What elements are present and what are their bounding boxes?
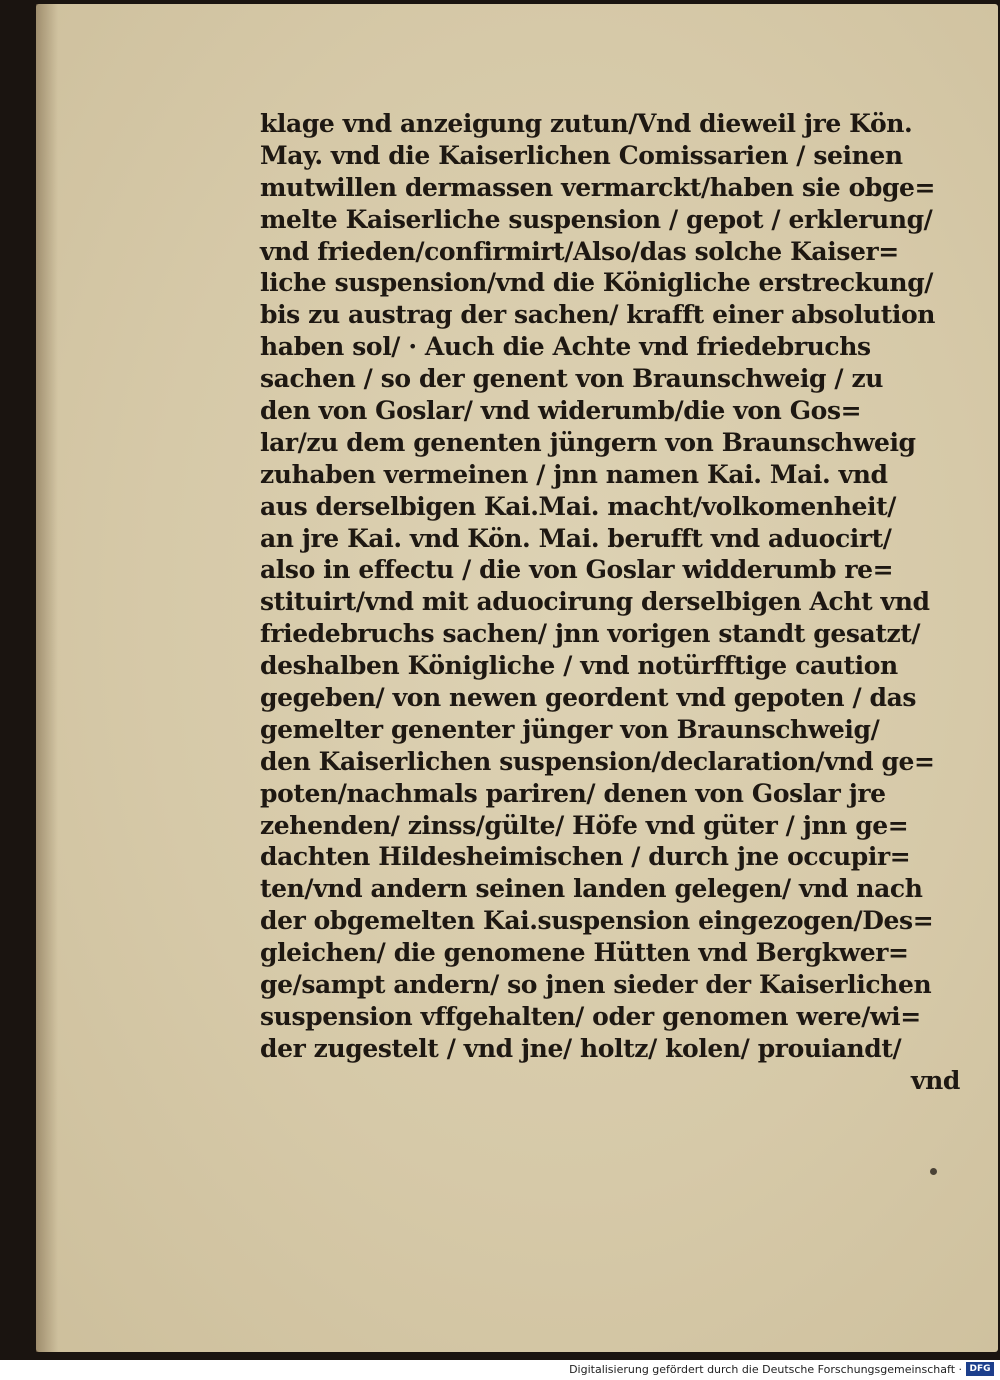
- text-line: gleichen/ die genomene Hütten vnd Bergkwer=: [260, 938, 909, 968]
- text-line: liche suspension/vnd die Königliche erstreckung/: [260, 268, 934, 298]
- funding-credit: Digitalisierung gefördert durch die Deutsche Forschungsgemeinschaft ·: [569, 1363, 962, 1376]
- text-line: zehenden/ zinss/gülte/ Höfe vnd güter / jnn ge=: [260, 810, 909, 840]
- catchword: vnd: [911, 1065, 960, 1095]
- text-line: stituirt/vnd mit aduocirung derselbigen Acht vnd: [260, 587, 930, 617]
- text-line: den Kaiserlichen suspension/declaration/vnd ge=: [260, 746, 935, 776]
- text-line: klage vnd anzeigung zutun/Vnd dieweil jre Kön.: [260, 109, 913, 138]
- book-page: [36, 4, 998, 1352]
- text-line: May. vnd die Kaiserlichen Comissarien / seinen: [260, 140, 903, 170]
- text-line: melte Kaiserliche suspension / gepot / erklerung/: [260, 204, 933, 234]
- text-line: mutwillen dermassen vermarckt/haben sie obge=: [260, 172, 936, 202]
- text-line: suspension vffgehalten/ oder genomen were/wi=: [260, 1001, 921, 1031]
- text-line: der obgemelten Kai.suspension eingezogen/Des=: [260, 906, 934, 936]
- text-line: sachen / so der genent von Braunschweig / zu: [260, 364, 884, 394]
- text-line: deshalben Königliche / vnd notürfftige caution: [260, 651, 898, 681]
- text-line: vnd frieden/confirmirt/Also/das solche Kaiser=: [260, 236, 899, 266]
- text-line: dachten Hildesheimischen / durch jne occupir=: [260, 842, 911, 872]
- text-line: friedebruchs sachen/ jnn vorigen standt gesatzt/: [260, 619, 921, 649]
- text-line: den von Goslar/ vnd widerumb/die von Gos=: [260, 396, 862, 426]
- text-line: gegeben/ von newen geordent vnd gepoten / das: [260, 683, 917, 713]
- text-line: der zugestelt / vnd jne/ holtz/ kolen/ prouiandt/: [260, 1033, 902, 1063]
- ink-spot: [930, 1168, 937, 1175]
- text-line: haben sol/ · Auch die Achte vnd friedebruchs: [260, 332, 871, 362]
- text-line: zuhaben vermeinen / jnn namen Kai. Mai. vnd: [260, 459, 888, 489]
- text-line: poten/nachmals pariren/ denen von Goslar jre: [260, 778, 886, 808]
- text-line: aus derselbigen Kai.Mai. macht/volkomenheit/: [260, 491, 896, 521]
- text-line: an jre Kai. vnd Kön. Mai. berufft vnd aduocirt/: [260, 523, 892, 553]
- dfg-logo: DFG: [966, 1362, 994, 1376]
- footer-bar: [0, 1360, 1000, 1380]
- text-block: [260, 108, 960, 1097]
- text-line: bis zu austrag der sachen/ krafft einer absolution: [260, 300, 936, 330]
- text-line: ten/vnd andern seinen landen gelegen/ vnd nach: [260, 874, 923, 904]
- text-line: gemelter genenter jünger von Braunschweig/: [260, 714, 880, 744]
- text-line: also in effectu / die von Goslar widderumb re=: [260, 555, 894, 585]
- text-line: ge/sampt andern/ so jnen sieder der Kaiserlichen: [260, 970, 932, 1000]
- text-line: lar/zu dem genenten jüngern von Braunschweig: [260, 427, 916, 457]
- page-gutter-shadow: [36, 4, 58, 1352]
